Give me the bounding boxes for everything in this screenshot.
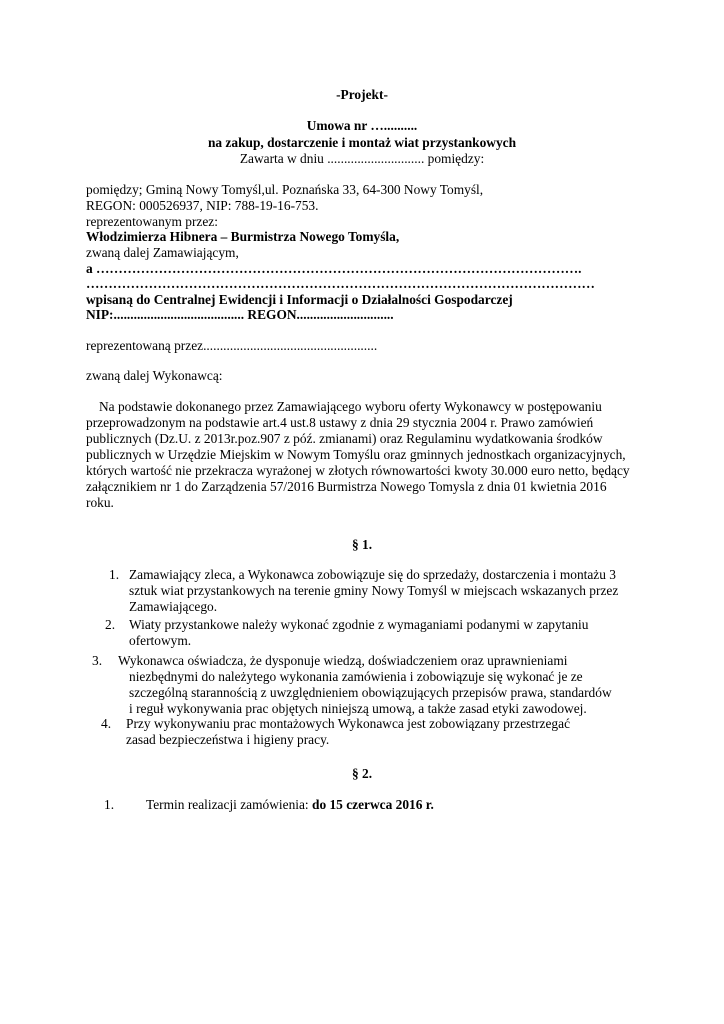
- item-1-2-line-2: ofertowym.: [129, 633, 192, 648]
- contract-title: Umowa nr …..........: [306, 118, 418, 133]
- contractor-representative: reprezentowaną przez....................................................: [86, 338, 378, 353]
- preamble-line-6: załącznikiem nr 1 do Zarządzenia 57/2016 Burmistrza Nowego Tomysla z dnia 01 kwietnia 2016: [86, 479, 607, 494]
- preamble-line-5: których wartość nie przekracza wyrażonej w złotych równowartości kwoty 30.000 euro netto, będący: [86, 463, 630, 478]
- party-line-5: zwaną dalej Zamawiającym,: [86, 245, 239, 260]
- party-line-1: pomiędzy; Gminą Nowy Tomyśl,ul. Poznańska 33, 64-300 Nowy Tomyśl,: [86, 182, 484, 197]
- preamble-line-1: Na podstawie dokonanego przez Zamawiającego wyboru oferty Wykonawcy w postępowaniu: [99, 399, 602, 414]
- preamble-line-2: przeprowadzonym na podstawie art.4 ust.8 ustawy z dnia 29 stycznia 2004 r. Prawo zamówień: [86, 415, 594, 430]
- item-2-1-text: [146, 797, 434, 813]
- contractor-label: zwaną dalej Wykonawcą:: [86, 368, 223, 383]
- item-1-4-line-2: zasad bezpieczeństwa i higieny pracy.: [126, 732, 330, 747]
- item-1-1-line-3: Zamawiającego.: [129, 599, 218, 614]
- item-1-3-line-2: niezbędnymi do należytego wykonania zamówienia i zobowiązuje się wykonać je ze: [129, 669, 583, 684]
- preamble-line-4: publicznych w Urzędzie Miejskim w Nowym Tomyślu oraz gminnych jednostkach organizacyjnych,: [86, 447, 626, 462]
- item-1-1-number: 1.: [109, 567, 120, 582]
- item-1-3-line-4: i reguł wykonywania prac objętych niniejszą umową, a także zasad etyki zawodowej.: [129, 701, 587, 716]
- preamble-line-7: roku.: [86, 495, 114, 510]
- section-2-heading: § 2.: [351, 766, 373, 781]
- contract-date-line: Zawarta w dniu ............................. pomiędzy:: [239, 151, 485, 166]
- party-line-3: reprezentowanym przez:: [86, 214, 218, 229]
- contractor-nip-regon: NIP:....................................... REGON.............................: [86, 307, 394, 322]
- item-1-3-number: 3.: [92, 653, 103, 668]
- item-1-2-line-1: Wiaty przystankowe należy wykonać zgodnie z wymaganiami podanymi w zapytaniu: [129, 617, 589, 632]
- party-line-2: REGON: 000526937, NIP: 788-19-16-753.: [86, 198, 319, 213]
- projekt-label: -Projekt-: [336, 87, 388, 102]
- contractor-blank-1: a ……………………………………………………………………………………………….: [86, 261, 582, 276]
- item-1-4-line-1: Przy wykonywaniu prac montażowych Wykonawca jest zobowiązany przestrzegać: [126, 716, 571, 731]
- contract-subject: na zakup, dostarczenie i montaż wiat przystankowych: [207, 135, 517, 150]
- item-2-1-label: Termin realizacji zamówienia:: [146, 797, 312, 812]
- contractor-blank-2: ……………………………………………………………………………………………………: [86, 276, 595, 291]
- item-1-1-line-2: sztuk wiat przystankowych na terenie gminy Nowy Tomyśl w miejscach wskazanych przez: [129, 583, 619, 598]
- item-1-3-line-3: szczególną starannością z uwzględnieniem obowiązujących przepisów prawa, standardów: [129, 685, 612, 700]
- item-2-1-deadline: do 15 czerwca 2016 r.: [312, 797, 434, 812]
- party-representative: Włodzimierza Hibnera – Burmistrza Nowego Tomyśla,: [86, 229, 400, 244]
- preamble-line-3: publicznych (Dz.U. z 2013r.poz.907 z póź. zmianami) oraz Regulaminu wydatkowania środków: [86, 431, 603, 446]
- section-1-heading: § 1.: [351, 537, 373, 552]
- item-1-4-number: 4.: [101, 716, 112, 731]
- item-2-1-number: 1.: [104, 797, 115, 812]
- contractor-registry: wpisaną do Centralnej Ewidencji i Informacji o Działalności Gospodarczej: [86, 292, 513, 307]
- item-1-3-line-1: Wykonawca oświadcza, że dysponuje wiedzą, doświadczeniem oraz uprawnieniami: [118, 653, 568, 668]
- item-1-1-line-1: Zamawiający zleca, a Wykonawca zobowiązuje się do sprzedaży, dostarczenia i montażu 3: [129, 567, 616, 582]
- item-1-2-number: 2.: [105, 617, 116, 632]
